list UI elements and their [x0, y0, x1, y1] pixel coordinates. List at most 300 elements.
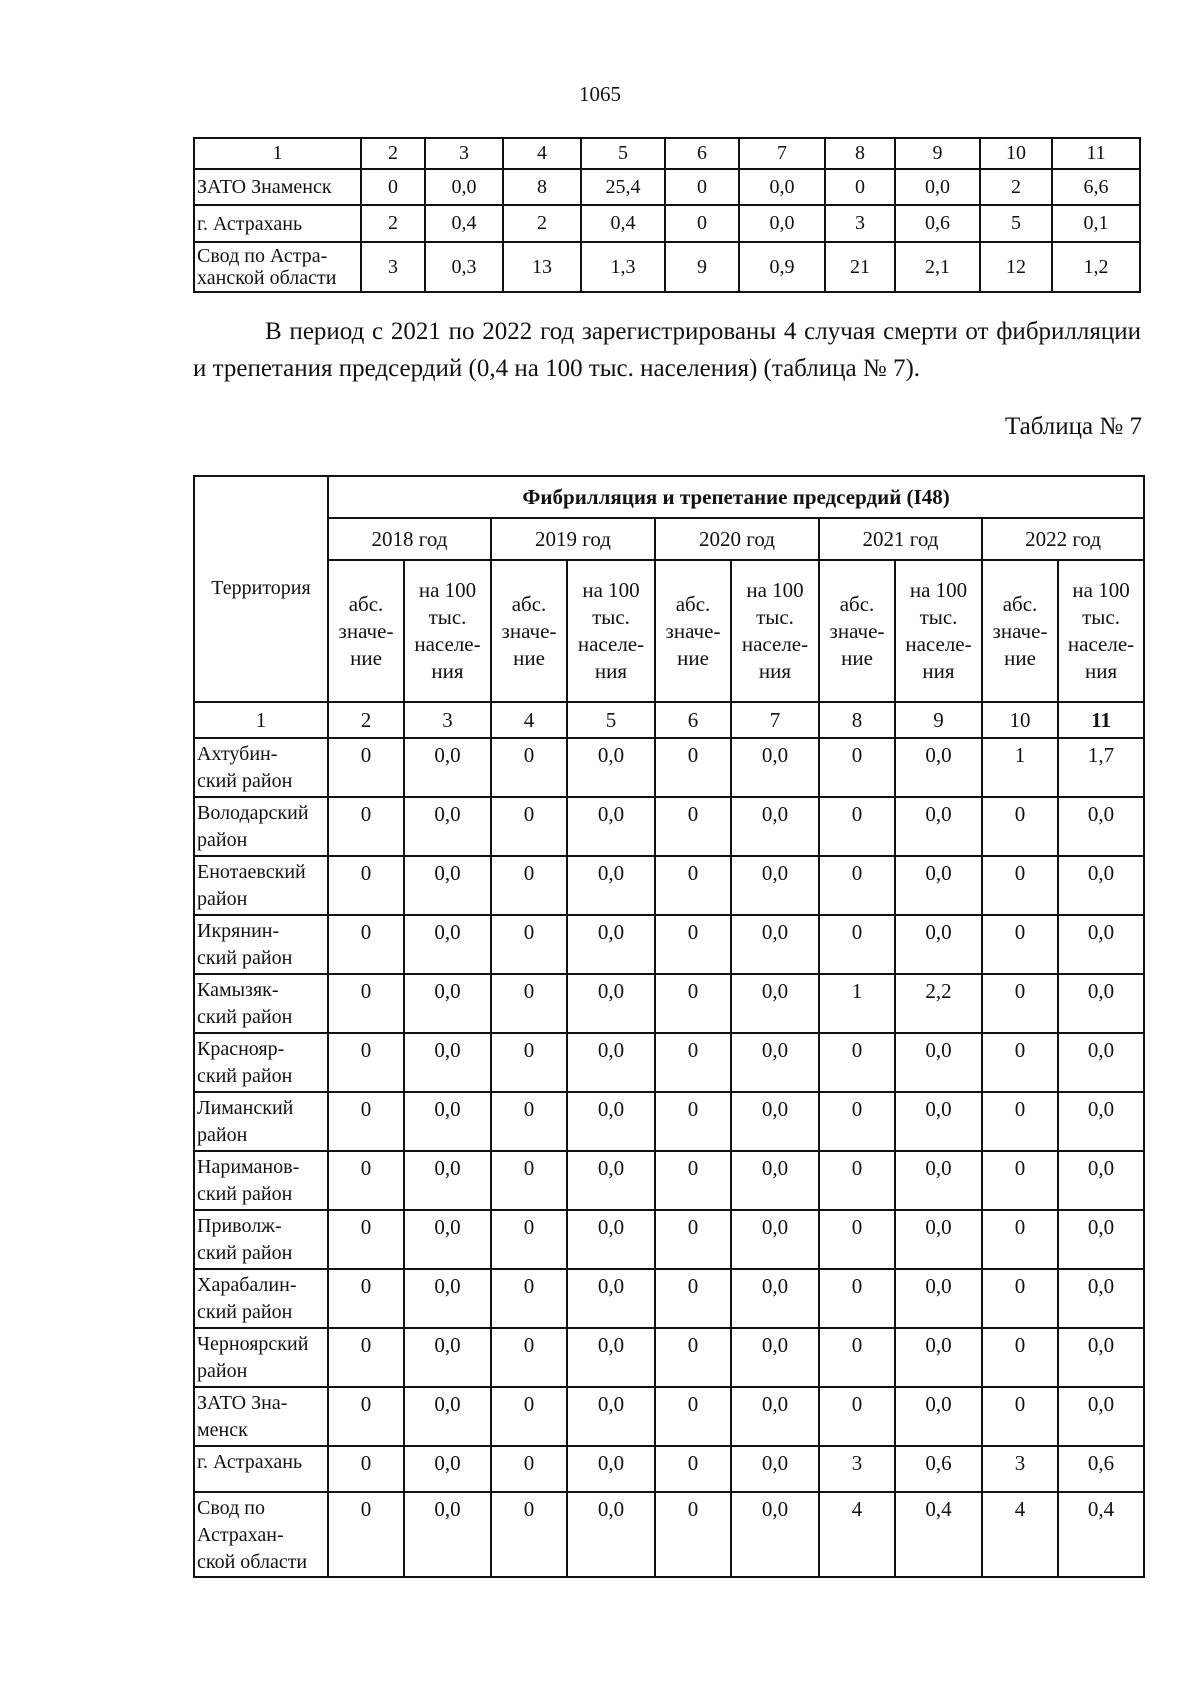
territory-line: Лиманский [197, 1097, 294, 1119]
value-cell: 3 [982, 1446, 1058, 1492]
value-cell: 0,4 [1058, 1492, 1144, 1577]
value-cell: 9 [665, 242, 739, 292]
value-cell: 0 [361, 169, 425, 205]
value-cell: 0 [982, 1210, 1058, 1269]
territory-cell [194, 1033, 328, 1092]
value-cell: 0,0 [404, 1492, 491, 1577]
abs-value-line: абс. [511, 591, 547, 616]
value-cell: 0 [328, 1092, 404, 1151]
value-cell: 2,1 [895, 242, 980, 292]
value-cell: 2 [503, 205, 581, 242]
abs-value-line: абс. [348, 591, 384, 616]
value-cell: 0,0 [739, 205, 825, 242]
value-cell: 0,0 [1058, 974, 1144, 1033]
value-cell: 0 [819, 1328, 895, 1387]
value-cell: 0,1 [1052, 205, 1140, 242]
table-row [194, 1092, 1144, 1151]
value-cell: 0 [982, 1387, 1058, 1446]
year-header: 2019 год [491, 518, 655, 560]
table-row [194, 1387, 1144, 1446]
year-header: 2020 год [655, 518, 819, 560]
value-cell: 0,0 [404, 1092, 491, 1151]
value-cell: 0,0 [567, 1269, 655, 1328]
value-cell: 0 [328, 915, 404, 974]
value-cell: 3 [819, 1446, 895, 1492]
territory-line: ЗАТО Зна- [197, 1392, 288, 1414]
value-cell: 0,0 [404, 856, 491, 915]
value-cell: 0 [655, 1151, 731, 1210]
table-row [194, 242, 1140, 292]
value-cell: 0 [655, 738, 731, 797]
value-cell: 0,0 [567, 738, 655, 797]
table-row [194, 1210, 1144, 1269]
value-cell: 0 [328, 1492, 404, 1577]
value-cell: 5 [980, 205, 1052, 242]
territory-cell [194, 242, 361, 292]
territory-line: Ахтубин- [197, 743, 278, 765]
value-cell: 0 [491, 1151, 567, 1210]
value-cell: 3 [361, 242, 425, 292]
value-cell: 0,0 [895, 1328, 982, 1387]
territory-cell [194, 915, 328, 974]
value-cell: 0,0 [567, 1328, 655, 1387]
value-cell: 0,0 [895, 797, 982, 856]
value-cell: 0,0 [1058, 856, 1144, 915]
value-cell: 0 [819, 797, 895, 856]
value-cell: 0,0 [895, 1269, 982, 1328]
column-number: 10 [982, 702, 1058, 738]
table-row [194, 1446, 1144, 1492]
column-number: 11 [1052, 138, 1140, 169]
territory-line: Камызяк- [197, 979, 279, 1001]
value-cell: 0,0 [1058, 1092, 1144, 1151]
value-cell: 2 [361, 205, 425, 242]
year-header: 2018 год [328, 518, 491, 560]
table-row [194, 1269, 1144, 1328]
value-cell: 0 [819, 1151, 895, 1210]
value-cell: 0,3 [425, 242, 503, 292]
territory-line: Харабалин- [197, 1274, 297, 1296]
territory-line: менск [197, 1419, 248, 1441]
territory-cell [194, 1269, 328, 1328]
value-cell: 0 [655, 1387, 731, 1446]
value-cell: 0 [328, 1328, 404, 1387]
value-cell: 0,0 [731, 1269, 819, 1328]
value-cell: 25,4 [581, 169, 665, 205]
year-header: 2022 год [982, 518, 1144, 560]
territory-line: ский район [197, 1242, 293, 1264]
value-cell: 0 [491, 915, 567, 974]
value-cell: 0,0 [404, 1328, 491, 1387]
table-row [194, 1151, 1144, 1210]
rate-header [895, 560, 982, 702]
column-number: 8 [819, 702, 895, 738]
territory-cell [194, 1328, 328, 1387]
column-number: 5 [567, 702, 655, 738]
value-cell: 4 [819, 1492, 895, 1577]
territory-line: Нариманов- [197, 1156, 300, 1178]
territory-cell [194, 205, 361, 242]
territory-cell [194, 1210, 328, 1269]
value-cell: 0,0 [567, 797, 655, 856]
territory-line: ский район [197, 770, 293, 792]
value-cell: 0,0 [731, 797, 819, 856]
rate-line: тыс. [756, 605, 794, 629]
value-cell: 0 [655, 1210, 731, 1269]
table-row [194, 915, 1144, 974]
abs-value-line: абс. [675, 591, 711, 616]
column-number: 7 [731, 702, 819, 738]
rate-line: населе- [905, 632, 972, 656]
value-cell: 0,0 [1058, 1328, 1144, 1387]
abs-value-line: ние [1004, 645, 1036, 670]
value-cell: 0 [982, 1092, 1058, 1151]
value-cell: 0 [819, 1387, 895, 1446]
rate-line: на 100 [1072, 578, 1130, 602]
territory-line: ской области [197, 1551, 308, 1573]
table-row [194, 856, 1144, 915]
value-cell: 0 [825, 169, 895, 205]
rate-header [731, 560, 819, 702]
atrial-fibrillation-table [193, 475, 1145, 1578]
territory-line: ЗАТО Знаменск [197, 176, 332, 198]
value-cell: 0,0 [567, 1387, 655, 1446]
value-cell: 0 [665, 169, 739, 205]
value-cell: 0,0 [731, 856, 819, 915]
column-number: 9 [895, 702, 982, 738]
territory-cell [194, 1151, 328, 1210]
column-number: 4 [503, 138, 581, 169]
body-paragraph: В период с 2021 по 2022 год зарегистрированы 4 случая смерти от фибрилляции и трепетания предсердий (0,4 на 100 тыс. населения) (таблица № 7). [193, 318, 1141, 382]
value-cell: 0,0 [567, 1446, 655, 1492]
value-cell: 3 [825, 205, 895, 242]
value-cell: 1,3 [581, 242, 665, 292]
territory-line: Икрянин- [197, 920, 280, 942]
abs-value-line: абс. [839, 591, 875, 616]
abs-value-header [982, 560, 1058, 702]
territory-line: ский район [197, 1065, 293, 1087]
value-cell: 0,0 [1058, 1033, 1144, 1092]
value-cell: 0,0 [425, 169, 503, 205]
value-cell: 0 [328, 1446, 404, 1492]
value-cell: 0,0 [731, 1387, 819, 1446]
value-cell: 0,0 [404, 1151, 491, 1210]
value-cell: 0 [982, 1151, 1058, 1210]
rate-line: населе- [1067, 632, 1135, 656]
abs-value-line: значе- [665, 618, 721, 643]
territory-line: Краснояр- [197, 1038, 285, 1060]
value-cell: 0,0 [567, 1492, 655, 1577]
value-cell: 0 [491, 797, 567, 856]
value-cell: 0 [982, 1033, 1058, 1092]
value-cell: 0,0 [404, 1269, 491, 1328]
value-cell: 0,0 [731, 1210, 819, 1269]
value-cell: 0 [655, 1092, 731, 1151]
value-cell: 0 [819, 915, 895, 974]
value-cell: 0,0 [404, 1387, 491, 1446]
value-cell: 0 [491, 974, 567, 1033]
territory-line: Свод по [197, 1497, 265, 1519]
territory-line: ский район [197, 947, 293, 969]
value-cell: 0 [819, 1210, 895, 1269]
value-cell: 0 [819, 856, 895, 915]
value-cell: 0 [982, 797, 1058, 856]
page-number: 1065 [579, 82, 621, 106]
abs-value-line: значе- [992, 618, 1048, 643]
table-row [194, 1328, 1144, 1387]
value-cell: 0 [819, 738, 895, 797]
table-row [194, 974, 1144, 1033]
abs-value-line: значе- [338, 618, 394, 643]
value-cell: 0 [982, 1269, 1058, 1328]
value-cell: 0,0 [1058, 915, 1144, 974]
abs-value-line: ние [841, 645, 873, 670]
value-cell: 1,7 [1058, 738, 1144, 797]
territory-header: Территория [194, 476, 328, 702]
value-cell: 0,0 [731, 738, 819, 797]
value-cell: 0 [819, 1033, 895, 1092]
table-row [194, 797, 1144, 856]
value-cell: 0,0 [895, 1092, 982, 1151]
value-cell: 0,0 [731, 1446, 819, 1492]
value-cell: 0 [491, 1269, 567, 1328]
value-cell: 0,4 [581, 205, 665, 242]
value-cell: 0,0 [895, 169, 980, 205]
territory-line: г. Астрахань [197, 1451, 303, 1473]
value-cell: 0,0 [895, 1151, 982, 1210]
territory-cell [194, 738, 328, 797]
territory-line: ханской области [197, 267, 337, 289]
rate-line: на 100 [746, 578, 804, 602]
table-row [194, 169, 1140, 205]
value-cell: 0,0 [404, 738, 491, 797]
rate-line: тыс. [1082, 605, 1120, 629]
value-cell: 0,0 [1058, 1210, 1144, 1269]
rate-line: населе- [577, 632, 645, 656]
territory-line: Черноярский [197, 1333, 309, 1355]
abs-value-header [819, 560, 895, 702]
territory-line: Енотаевский [197, 861, 306, 883]
value-cell: 0,0 [404, 915, 491, 974]
rate-line: тыс. [592, 605, 630, 629]
value-cell: 0 [982, 974, 1058, 1033]
territory-line: ский район [197, 1006, 293, 1028]
year-header: 2021 год [819, 518, 982, 560]
column-number: 2 [361, 138, 425, 169]
table-row [194, 738, 1144, 797]
value-cell: 2 [980, 169, 1052, 205]
value-cell: 0 [665, 205, 739, 242]
territory-cell [194, 1446, 328, 1492]
value-cell: 0,0 [731, 915, 819, 974]
value-cell: 0,0 [895, 856, 982, 915]
value-cell: 0,0 [404, 1033, 491, 1092]
territory-cell [194, 1492, 328, 1577]
territory-line: район [197, 829, 248, 851]
column-number: 1 [194, 138, 361, 169]
value-cell: 0,0 [731, 974, 819, 1033]
column-number-row [194, 702, 1144, 738]
territory-line: Астрахан- [197, 1524, 284, 1546]
rate-line: ния [1084, 659, 1118, 683]
value-cell: 0,0 [731, 1092, 819, 1151]
column-number: 3 [404, 702, 491, 738]
column-number: 9 [895, 138, 980, 169]
diagnosis-header: Фибрилляция и трепетание предсердий (I48) [328, 476, 1144, 518]
abs-value-line: ние [677, 645, 709, 670]
value-cell: 0 [655, 1269, 731, 1328]
value-cell: 0,0 [895, 738, 982, 797]
value-cell: 0,0 [731, 1151, 819, 1210]
column-number: 10 [980, 138, 1052, 169]
value-cell: 21 [825, 242, 895, 292]
value-cell: 0 [655, 797, 731, 856]
rate-line: населе- [741, 632, 809, 656]
value-cell: 0,0 [895, 1210, 982, 1269]
column-number: 1 [194, 702, 328, 738]
value-cell: 0,0 [404, 797, 491, 856]
value-cell: 0 [491, 1210, 567, 1269]
abs-value-line: значе- [829, 618, 885, 643]
value-cell: 13 [503, 242, 581, 292]
rate-line: ния [594, 659, 628, 683]
value-cell: 0,0 [1058, 1269, 1144, 1328]
rate-line: ния [431, 659, 464, 683]
rate-line: ния [758, 659, 792, 683]
value-cell: 0,4 [425, 205, 503, 242]
territory-line: район [197, 1124, 248, 1146]
value-cell: 0,0 [1058, 1387, 1144, 1446]
value-cell: 0 [655, 974, 731, 1033]
territory-line: район [197, 1360, 248, 1382]
value-cell: 0,6 [1058, 1446, 1144, 1492]
value-cell: 0,0 [404, 1210, 491, 1269]
value-cell: 0,0 [567, 974, 655, 1033]
value-cell: 0,0 [1058, 1151, 1144, 1210]
value-cell: 12 [980, 242, 1052, 292]
value-cell: 0 [819, 1092, 895, 1151]
value-cell: 0,0 [731, 1492, 819, 1577]
value-cell: 0 [328, 974, 404, 1033]
value-cell: 0 [328, 1269, 404, 1328]
value-cell: 0 [491, 1446, 567, 1492]
abs-value-header [328, 560, 404, 702]
value-cell: 0 [655, 1492, 731, 1577]
value-cell: 0 [491, 1328, 567, 1387]
value-cell: 0 [328, 1151, 404, 1210]
abs-value-header [491, 560, 567, 702]
value-cell: 8 [503, 169, 581, 205]
value-cell: 0,0 [1058, 797, 1144, 856]
column-number-row [194, 138, 1140, 169]
table-row [194, 1492, 1144, 1577]
value-cell: 0,0 [731, 1328, 819, 1387]
value-cell: 0,0 [567, 1210, 655, 1269]
value-cell: 0,0 [739, 169, 825, 205]
value-cell: 0 [655, 856, 731, 915]
value-cell: 0,0 [567, 1092, 655, 1151]
abs-value-line: ние [513, 645, 545, 670]
value-cell: 1,2 [1052, 242, 1140, 292]
value-cell: 0,0 [731, 1033, 819, 1092]
column-number: 5 [581, 138, 665, 169]
territory-cell [194, 797, 328, 856]
value-cell: 0 [491, 1033, 567, 1092]
territory-cell [194, 1387, 328, 1446]
value-cell: 0,0 [895, 915, 982, 974]
value-cell: 0,4 [895, 1492, 982, 1577]
territory-line: район [197, 888, 248, 910]
value-cell: 0 [982, 1328, 1058, 1387]
value-cell: 0,0 [567, 915, 655, 974]
rate-line: тыс. [919, 605, 958, 629]
value-cell: 1 [982, 738, 1058, 797]
value-cell: 0,0 [895, 1033, 982, 1092]
value-cell: 0,0 [567, 856, 655, 915]
value-cell: 0 [491, 738, 567, 797]
rate-line: тыс. [428, 605, 467, 629]
value-cell: 0 [328, 738, 404, 797]
abs-value-line: абс. [1002, 591, 1038, 616]
territory-line: ский район [197, 1301, 293, 1323]
column-number: 7 [739, 138, 825, 169]
rate-line: населе- [414, 632, 481, 656]
territory-line: Свод по Астра- [197, 245, 328, 267]
value-cell: 0 [819, 1269, 895, 1328]
table-row [194, 1033, 1144, 1092]
rate-line: на 100 [909, 578, 968, 602]
value-cell: 0,0 [404, 1446, 491, 1492]
value-cell: 1 [819, 974, 895, 1033]
rate-header [1058, 560, 1144, 702]
column-number: 11 [1058, 702, 1144, 738]
abs-value-line: значе- [501, 618, 557, 643]
territory-cell [194, 856, 328, 915]
value-cell: 0 [328, 1210, 404, 1269]
value-cell: 0,0 [567, 1033, 655, 1092]
value-cell: 0 [655, 1328, 731, 1387]
value-cell: 0,6 [895, 205, 980, 242]
value-cell: 0,0 [404, 974, 491, 1033]
value-cell: 6,6 [1052, 169, 1140, 205]
column-number: 6 [665, 138, 739, 169]
value-cell: 0 [655, 915, 731, 974]
territory-line: Володарский [197, 802, 309, 824]
value-cell: 0 [982, 856, 1058, 915]
table-caption: Таблица № 7 [1004, 413, 1142, 440]
rate-line: на 100 [418, 578, 477, 602]
value-cell: 0 [491, 1387, 567, 1446]
value-cell: 0,9 [739, 242, 825, 292]
table-row [194, 205, 1140, 242]
value-cell: 2,2 [895, 974, 982, 1033]
column-number: 2 [328, 702, 404, 738]
rate-header [404, 560, 491, 702]
territory-cell [194, 169, 361, 205]
column-number: 6 [655, 702, 731, 738]
value-cell: 0 [328, 1387, 404, 1446]
value-cell: 0 [655, 1446, 731, 1492]
abs-value-header [655, 560, 731, 702]
rate-line: ния [922, 659, 955, 683]
value-cell: 0,6 [895, 1446, 982, 1492]
rate-line: на 100 [582, 578, 640, 602]
value-cell: 0 [328, 856, 404, 915]
value-cell: 0,0 [567, 1151, 655, 1210]
territory-line: г. Астрахань [197, 212, 303, 235]
territory-cell [194, 1092, 328, 1151]
column-number: 8 [825, 138, 895, 169]
